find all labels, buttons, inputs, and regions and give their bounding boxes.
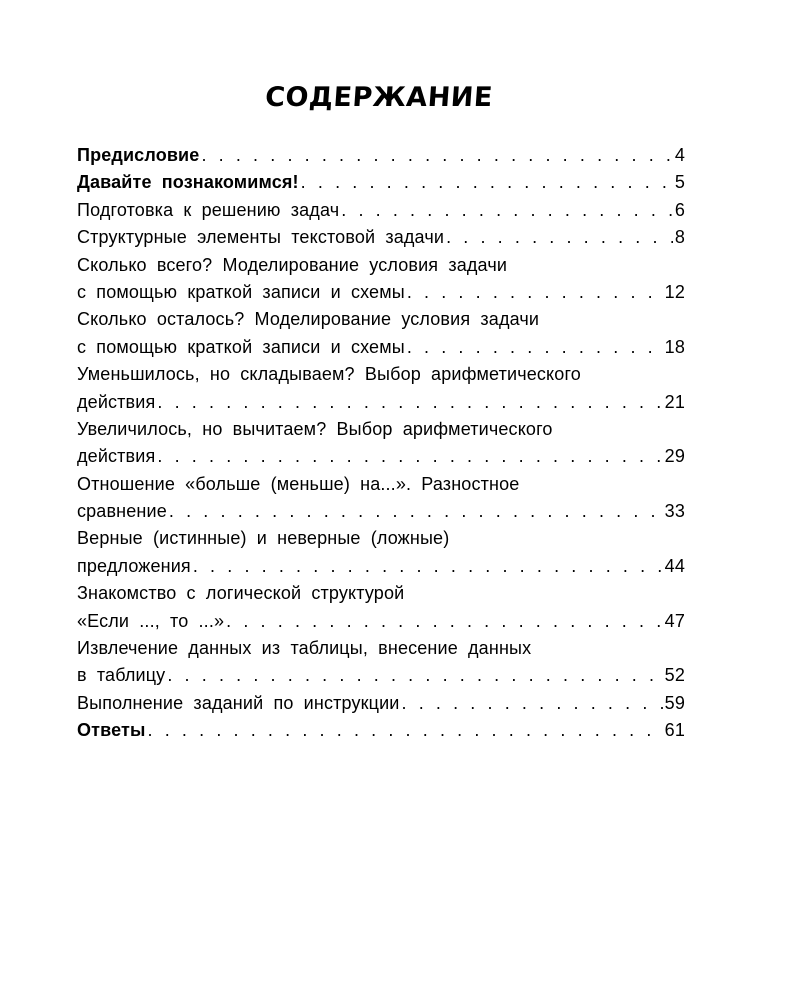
toc-entry-line: [77, 416, 685, 443]
toc-entry[interactable]: [77, 169, 685, 196]
toc-entry-line: [77, 197, 685, 224]
toc-entry-line: [77, 361, 685, 388]
toc-entry-line: [77, 635, 685, 662]
toc-entry-line: [77, 334, 685, 361]
toc-page-number: 6: [674, 199, 685, 220]
toc-entry[interactable]: [77, 525, 685, 580]
toc-entry-title: Сколько осталось? Моделирование условия задачи: [77, 309, 540, 330]
toc-page-number: 5: [674, 172, 685, 193]
dot-leader: [148, 717, 663, 744]
toc-entry-title: Знакомство с логической структурой: [77, 583, 405, 604]
page-title: СОДЕРЖАНИЕ: [264, 82, 494, 113]
toc-entry-title: Отношение «больше (меньше) на...». Разностное: [77, 473, 520, 494]
toc-page-number: 21: [664, 391, 685, 412]
toc-page-number: 8: [674, 227, 685, 248]
toc-entry[interactable]: [77, 361, 685, 416]
toc-entry-title: Структурные элементы текстовой задачи: [77, 227, 445, 248]
toc-entry-line: [77, 471, 685, 498]
dot-leader: [169, 498, 663, 525]
toc-entry-line: [77, 498, 685, 525]
toc-page-number: 29: [664, 446, 685, 467]
toc-page-number: 4: [674, 145, 685, 165]
toc-entry-line: [77, 525, 685, 552]
toc-entry[interactable]: [77, 580, 685, 635]
toc-entry-line: [77, 580, 685, 607]
toc-entry-title: Увеличилось, но вычитаем? Выбор арифметического: [77, 418, 553, 439]
toc-entry-line: [77, 690, 685, 717]
toc-entry-title: Подготовка к решению задач: [77, 199, 340, 220]
toc-entry-title: с помощью краткой записи и схемы: [77, 336, 405, 357]
toc-entry[interactable]: [77, 306, 685, 361]
toc-entry[interactable]: [77, 224, 685, 251]
toc-entry-title: сравнение: [77, 501, 167, 522]
toc-entry-title: действия: [77, 446, 156, 467]
dot-leader: [407, 279, 663, 306]
toc-entry-title: Выполнение заданий по инструкции: [77, 692, 400, 713]
toc-entry-title: Уменьшилось, но складываем? Выбор арифметического: [77, 364, 581, 385]
toc-entry[interactable]: [77, 717, 685, 744]
toc-entry[interactable]: [77, 142, 685, 169]
toc-entry[interactable]: [77, 471, 685, 526]
dot-leader: [407, 334, 663, 361]
dot-leader: [167, 662, 662, 689]
toc-page-number: 59: [664, 692, 685, 713]
toc-entry-title: «Если ..., то ...»: [77, 610, 225, 631]
toc-entry[interactable]: [77, 197, 685, 224]
toc-entry-line: [77, 608, 685, 635]
dot-leader: [201, 142, 672, 169]
toc-entry-line: [77, 306, 685, 333]
toc-entry-line: [77, 169, 685, 196]
toc-entry-line: [77, 142, 685, 169]
toc-entry-title: действия: [77, 391, 156, 412]
toc-entry-title: в таблицу: [77, 665, 166, 686]
toc-entry-title: предложения: [77, 555, 191, 576]
toc-page-number: 47: [664, 610, 685, 631]
toc-entry[interactable]: [77, 252, 685, 307]
toc-entry-title: Сколько всего? Моделирование условия задачи: [77, 254, 508, 275]
toc-entry-line: [77, 279, 685, 306]
toc-entry-line: [77, 662, 685, 689]
dot-leader: [226, 608, 663, 635]
dot-leader: [193, 553, 663, 580]
dot-leader: [446, 224, 673, 251]
toc-entry-line: [77, 224, 685, 251]
toc-entry-title: с помощью краткой записи и схемы: [77, 281, 405, 302]
toc-entry-line: [77, 252, 685, 279]
toc-entry-title: Извлечение данных из таблицы, внесение данных: [77, 638, 532, 659]
toc-entry-line: [77, 389, 685, 416]
toc-page-number: 61: [664, 720, 685, 741]
toc-entry-title: Давайте познакомимся!: [77, 172, 299, 193]
toc-entry[interactable]: [77, 635, 685, 690]
toc-entry-title: Верные (истинные) и неверные (ложные): [77, 528, 450, 549]
toc-entry-title: Ответы: [77, 720, 146, 741]
toc-page-number: 12: [664, 281, 685, 302]
toc-entry-line: [77, 443, 685, 470]
toc-entry-line: [77, 553, 685, 580]
toc-page-number: 33: [664, 501, 685, 522]
toc-page-number: 52: [664, 665, 685, 686]
dot-leader: [341, 197, 673, 224]
dot-leader: [157, 389, 662, 416]
toc-entry-title: Предисловие: [77, 145, 200, 165]
toc-entry[interactable]: [77, 690, 685, 717]
dot-leader: [402, 690, 663, 717]
table-of-contents: [77, 142, 685, 745]
dot-leader: [157, 443, 662, 470]
toc-entry[interactable]: [77, 416, 685, 471]
toc-page-number: 44: [664, 555, 685, 576]
toc-page-number: 18: [664, 336, 685, 357]
toc-entry-line: [77, 717, 685, 744]
dot-leader: [301, 169, 673, 196]
